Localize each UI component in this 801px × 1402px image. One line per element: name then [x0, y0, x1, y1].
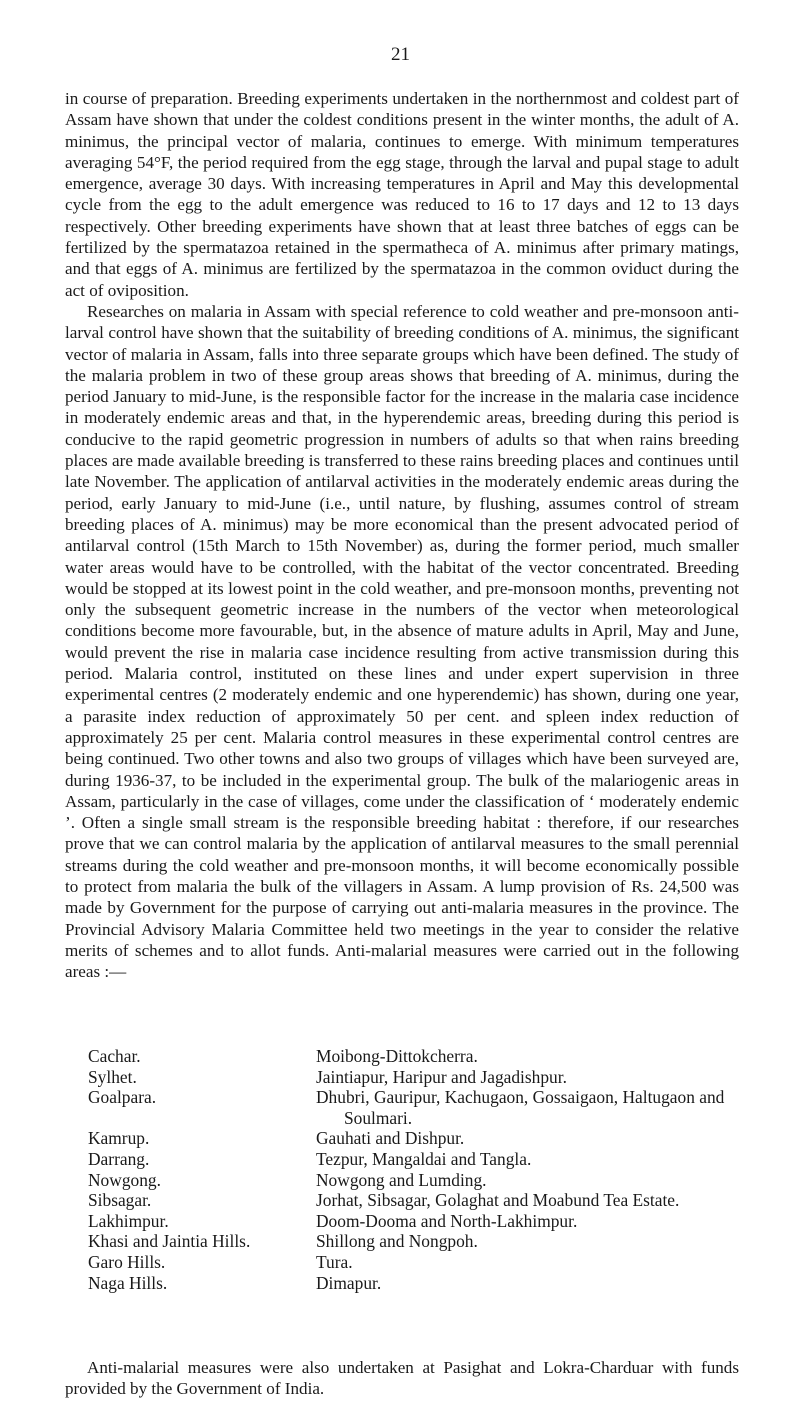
area-row — [88, 1231, 739, 1252]
area-row — [88, 1273, 739, 1294]
area-row — [88, 1252, 739, 1273]
district-name: Nowgong. — [88, 1169, 161, 1190]
places-list: Jorhat, Sibsagar, Golaghat and Moabund Tea Estate. — [316, 1190, 680, 1211]
area-row — [88, 1170, 739, 1191]
area-row — [88, 1128, 739, 1149]
places-list: Tezpur, Mangaldai and Tangla. — [316, 1148, 532, 1169]
areas-list — [88, 1046, 739, 1293]
places-list: Gauhati and Dishpur. — [316, 1128, 465, 1149]
places-list: Shillong and Nongpoh. — [316, 1231, 478, 1252]
places-list: Dimapur. — [316, 1272, 382, 1293]
closing-paragraph — [65, 1358, 739, 1399]
district-name: Cachar. — [88, 1046, 141, 1066]
area-row — [88, 1067, 739, 1088]
paragraph-1: in course of preparation. Breeding experiments undertaken in the northernmost and coldest part of Assam have shown that under the coldest conditions present in the winter months, the adult of A. minimus, the principal vector of malaria, continues to emerge. With minimum temperatures averaging 54°F, the period required from the egg stage, through the larval and pupal stage to adult emergence, average 30 days. With increasing temperatures in April and May this developmental cycle from the egg to the adult emergence was reduced to 16 to 17 days and 12 to 13 days respectively. Other breeding experiments have shown that at least three batches of eggs can be fertilized by the spermatazoa retained in the spermatheca of A. minimus after primary matings, and that eggs of A. minimus are fertilized by the spermatazoa in the common oviduct during the act of oviposition. — [65, 89, 739, 300]
district-name: Naga Hills. — [88, 1272, 168, 1293]
district-name: Lakhimpur. — [88, 1210, 169, 1231]
places-list: Moibong-Dittokcherra. — [316, 1046, 478, 1066]
area-row — [88, 1211, 739, 1232]
district-name: Kamrup. — [88, 1128, 150, 1149]
places-list: Doom-Dooma and North-Lakhimpur. — [316, 1210, 578, 1231]
page-number: 21 — [391, 44, 410, 65]
district-name: Sylhet. — [88, 1066, 137, 1087]
places-list: Dhubri, Gauripur, Kachugaon, Gossaigaon, Haltugaon and Soulmari. — [316, 1087, 725, 1128]
area-row — [88, 1190, 739, 1211]
places-list: Jaintiapur, Haripur and Jagadishpur. — [316, 1066, 567, 1087]
closing-text: Anti-malarial measures were also undertaken at Pasighat and Lokra-Charduar with funds provided by the Government of India. — [65, 1358, 739, 1398]
area-row — [88, 1046, 739, 1067]
district-name: Garo Hills. — [88, 1251, 166, 1272]
body-text — [65, 88, 739, 982]
places-list: Tura. — [316, 1251, 353, 1272]
places-list: Nowgong and Lumding. — [316, 1169, 487, 1190]
district-name: Sibsagar. — [88, 1190, 152, 1211]
district-name: Khasi and Jaintia Hills. — [88, 1231, 251, 1252]
area-row — [88, 1149, 739, 1170]
district-name: Goalpara. — [88, 1087, 157, 1108]
district-name: Darrang. — [88, 1148, 150, 1169]
paragraph-2: Researches on malaria in Assam with special reference to cold weather and pre-monsoon anti-larval control have shown that the suitability of breeding conditions of A. minimus, the significant vector of malaria in Assam, falls into three separate groups which have been defined. The study of the malaria problem in two of these group areas shows that breeding of A. minimus, during the period January to mid-June, is the responsible factor for the increase in the malaria case incidence in moderately endemic areas and that, in the hyperendemic areas, breeding during this period is conducive to the rapid geometric progression in numbers of adults so that when rains breeding places are made available breeding is transferred to these rains breeding places and continues until late November. The application of antilarval activities in the moderately endemic areas during the period, early January to mid-June (i.e., until nature, by flushing, assumes control of stream breeding places of A. minimus) may be more economical than the present advocated period of antilarval control (15th March to 15th November) as, during the former period, much smaller water areas would have to be controlled, with the habitat of the vector concentrated. Breeding would be stopped at its lowest point in the cold weather, and pre-monsoon months, preventing not only the subsequent geometric increase in the numbers of the vector when meteorological conditions become more favourable, but, in the absence of mature adults in April, May and June, would prevent the rise in malaria case incidence resulting from active transmission during this period. Malaria control, instituted on these lines and under expert supervision in three experimental centres (2 moderately endemic and one hyperendemic) has shown, during one year, a parasite index reduction of approximately 50 per cent. and spleen index reduction of approximately 25 per cent. Malaria control measures in these experimental control centres are being continued. Two other towns and also two groups of villages which have been surveyed are, during 1936-37, to be included in the experimental group. The bulk of the malariogenic areas in Assam, particularly in the case of villages, come under the classification of ‘ moderately endemic ’. Often a single small stream is the responsible breeding habitat : therefore, if our researches prove that we can control malaria by the application of antilarval measures to the small perennial streams during the cold weather and pre-monsoon months, it will become economically possible to protect from malaria the bulk of the villagers in Assam. A lump provision of Rs. 24,500 was made by Government for the purpose of carrying out anti-malaria measures in the province. The Provincial Advisory Malaria Committee held two meetings in the year to consider the relative merits of schemes and to allot funds. Anti-malarial measures were carried out in the following areas :— — [65, 301, 739, 982]
area-row — [88, 1087, 739, 1128]
